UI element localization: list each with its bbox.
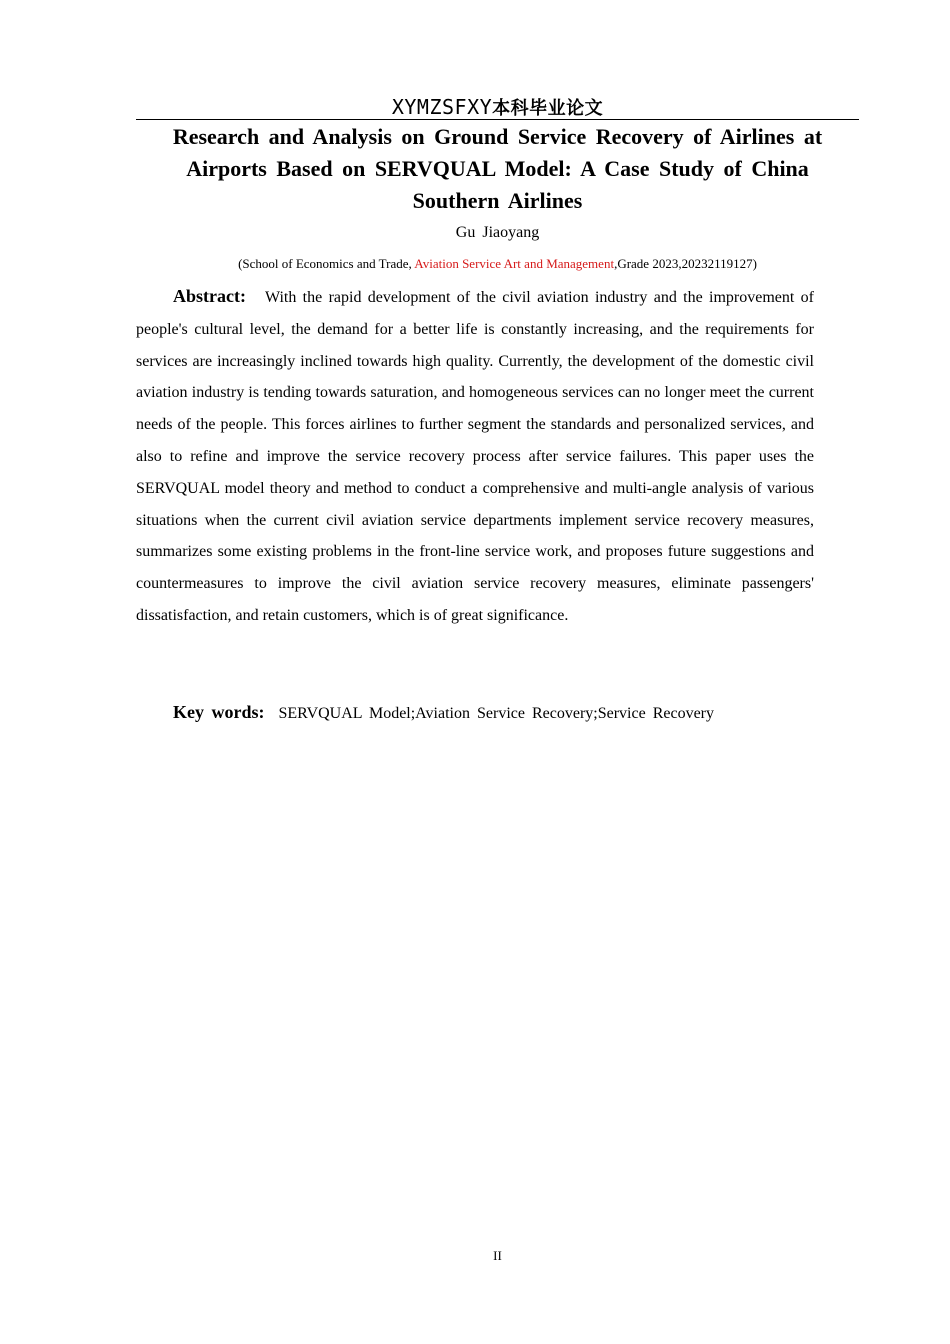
running-header [136, 94, 859, 122]
affiliation-suffix: ,Grade 2023,20232119127) [614, 256, 757, 271]
header-cjk: 本科毕业论文 [492, 98, 604, 119]
abstract-paragraph [136, 281, 814, 632]
header-rule [136, 119, 859, 120]
affiliation [136, 255, 859, 273]
abstract-text: With the rapid development of the civil aviation industry and the improvement of people's cultural level, the demand for a better life is constantly increasing, and the requirements for services are increasingly inclined towards high quality. Currently, the development of the domestic civil aviation industry is tending towards saturation, and homogeneous services can no longer meet the current needs of the people. This forces airlines to further segment the standards and personalized services, and also to refine and improve the service recovery process after service failures. This paper uses the SERVQUAL model theory and method to conduct a comprehensive and multi-angle analysis of various situations when the current civil aviation service departments implement service recovery measures, summarizes some existing problems in the front-line service work, and proposes future suggestions and countermeasures to improve the civil aviation service recovery measures, eliminate passengers' dissatisfaction, and retain customers, which is of great significance. [136, 289, 815, 624]
paper-title: Research and Analysis on Ground Service Recovery of Airlines at Airports Based on SERVQUAL Model: A Case Study of China Southern Airlines [172, 124, 823, 213]
affiliation-prefix: (School of Economics and Trade, [238, 256, 415, 271]
keywords-text: SERVQUAL Model;Aviation Service Recovery;Service Recovery [278, 705, 714, 722]
page-number: II [493, 1248, 502, 1263]
affiliation-major: Aviation Service Art and Management [414, 256, 615, 271]
author-name: Gu Jiaoyang [455, 224, 540, 241]
abstract-label: Abstract: [173, 286, 246, 306]
keywords-label: Key words: [173, 702, 265, 722]
keywords-line [136, 698, 836, 728]
header-latin: XYMZSFXY [391, 95, 493, 119]
